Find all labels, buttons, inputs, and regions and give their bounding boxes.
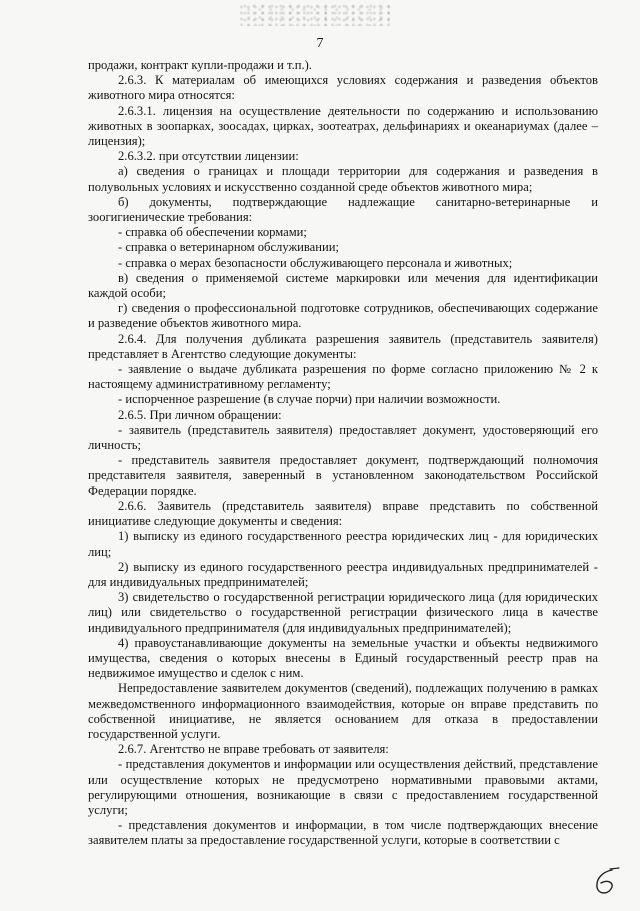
paragraph: - испорченное разрешение (в случае порчи) при наличии возможности. xyxy=(118,392,501,407)
paragraph: 4) правоустанавливающие документы на земельные участки и объекты недвижимого имущества, сведения о которых внесены в Единый государственный реестр прав на недвижимое имущество и сделок с ним. xyxy=(88,635,598,681)
paragraph: 2.6.3.2. при отсутствии лицензии: xyxy=(118,149,299,164)
paragraph: - представления документов и информации или осуществления действий, представление или осуществление которых не предусмотрено нормативными правовыми актами, регулирующими отношения, возникающие в связи с предоставлением государственной услуги; xyxy=(88,757,598,817)
paragraph: в) сведения о применяемой системе маркировки или мечения для идентификации каждой особи; xyxy=(88,270,598,301)
paragraph: 2) выписку из единого государственного реестра индивидуальных предпринимателей - для индивидуальных предпринимателей; xyxy=(88,559,598,589)
paragraph: - справка о мерах безопасности обслуживающего персонала и животных; xyxy=(118,255,513,270)
paragraph: 2.6.6. Заявитель (представитель заявителя) вправе представить по собственной инициативе следующие документы и сведения: xyxy=(88,498,598,529)
paragraph: 2.6.7. Агентство не вправе требовать от заявителя: xyxy=(118,742,389,757)
paragraph: продажи, контракт купли-продажи и т.п.). xyxy=(88,58,312,72)
paragraph: - справка о ветеринарном обслуживании; xyxy=(118,240,339,255)
paragraph: - представления документов и информации, в том числе подтверждающих внесение заявителем платы за предоставление государственной услуги, которые в соответствии с xyxy=(88,818,598,848)
scan-artifact xyxy=(240,4,390,26)
paragraph: 2.6.3. К материалам об имеющихся условиях содержания и разведения объектов животного мира относятся: xyxy=(88,73,598,103)
paragraph: 2.6.4. Для получения дубликата разрешения заявитель (представитель заявителя) представляет в Агентство следующие документы: xyxy=(88,331,598,361)
paragraph: - заявление о выдаче дубликата разрешения по форме согласно приложению № 2 к настоящему административному регламенту; xyxy=(88,362,598,392)
page-number: 7 xyxy=(316,36,324,51)
paragraph: 2.6.3.1. лицензия на осуществление деятельности по содержанию и использованию животных в зоопарках, зоосадах, цирках, зоотеатрах, дельфинариях и океанариумах (далее – лицензия); xyxy=(88,103,598,149)
handwritten-initial-icon xyxy=(588,867,622,897)
paragraph: б) документы, подтверждающие надлежащие санитарно-ветеринарные и зоогигиенические требования: xyxy=(88,194,598,225)
document-body xyxy=(88,58,598,849)
paragraph: - заявитель (представитель заявителя) предоставляет документ, удостоверяющий его личность; xyxy=(88,422,598,453)
paragraph: 1) выписку из единого государственного реестра юридических лиц - для юридических лиц; xyxy=(88,529,598,559)
paragraph: г) сведения о профессиональной подготовке сотрудников, обеспечивающих содержание и разведение объектов животного мира. xyxy=(88,301,598,331)
paragraph: 2.6.5. При личном обращении: xyxy=(118,407,282,422)
paragraph: Непредоставление заявителем документов (сведений), подлежащих получению в рамках межведомственного информационного взаимодействия, которые он вправе представить по собственной инициативе, не является основанием для отказа в предоставлении государственной услуги. xyxy=(88,681,598,741)
paragraph: - представитель заявителя предоставляет документ, подтверждающий полномочия представителя заявителя, заверенный в установленном законодательством Российской Федерации порядке. xyxy=(88,453,598,498)
paragraph: - справка об обеспечении кормами; xyxy=(118,225,307,240)
paragraph: 3) свидетельство о государственной регистрации юридического лица (для юридических лиц) или свидетельство о государственной регистрации физического лица в качестве индивидуального предпринимателя (для индивидуальных предпринимателей); xyxy=(88,590,598,635)
paragraph: а) сведения о границах и площади территории для содержания и разведения в полувольных условиях и искусственно созданной среде объектов животного мира; xyxy=(88,164,598,194)
